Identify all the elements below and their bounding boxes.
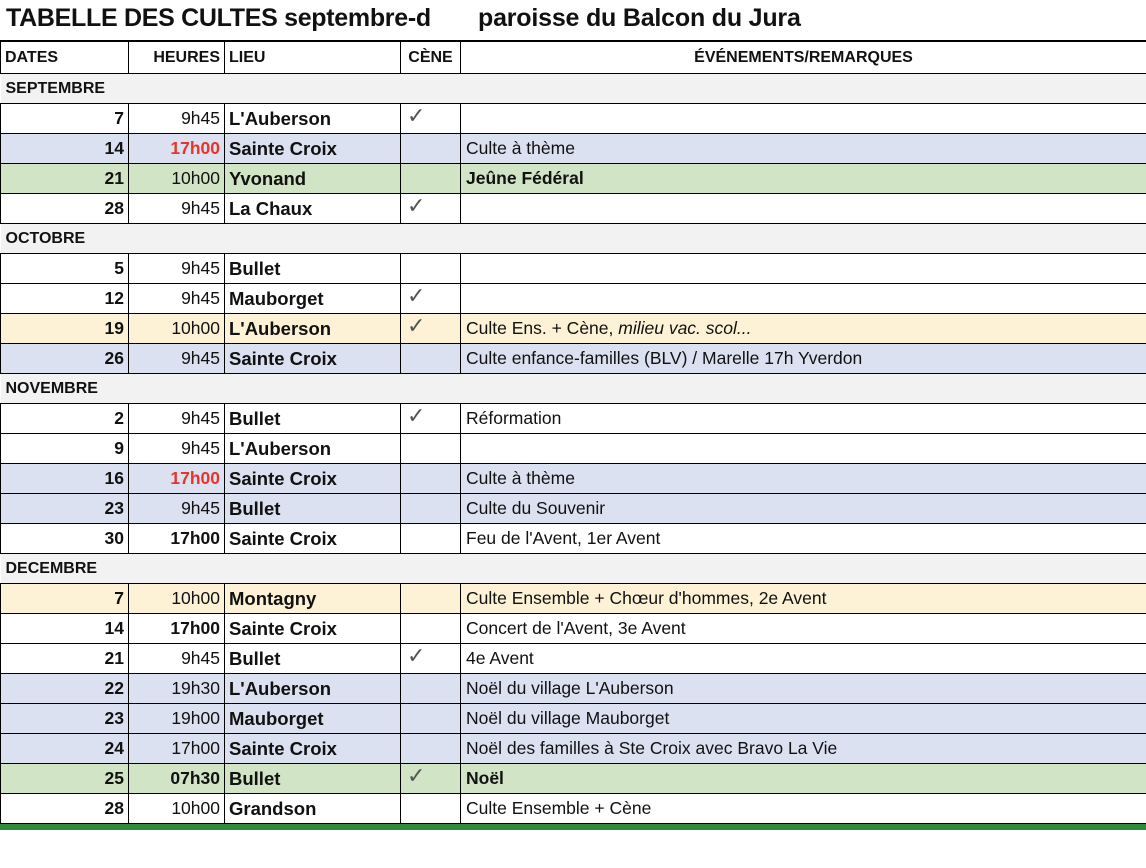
time-cell[interactable] — [129, 284, 225, 314]
header-heures[interactable]: HEURES — [129, 42, 225, 74]
month-row — [1, 224, 1146, 254]
event-cell[interactable] — [461, 314, 1146, 344]
cene-cell[interactable] — [401, 404, 461, 434]
date-cell[interactable]: 14 — [1, 614, 129, 644]
date-cell[interactable]: 5 — [1, 254, 129, 284]
checkmark-icon: ✓ — [407, 403, 426, 428]
time-cell[interactable] — [129, 704, 225, 734]
time-value: 17h00 — [171, 738, 220, 758]
table-row — [1, 404, 1146, 434]
table-row — [1, 464, 1146, 494]
date-cell[interactable]: 7 — [1, 584, 129, 614]
event-text: Concert de l'Avent, 3e Avent — [466, 618, 686, 638]
place-cell[interactable]: Bullet — [225, 494, 401, 524]
event-text: Réformation — [466, 408, 562, 428]
table-row — [1, 644, 1146, 674]
event-text: Culte enfance-familles (BLV) / Marelle 17h Yverdon — [466, 348, 863, 368]
event-cell[interactable] — [461, 194, 1146, 224]
time-cell[interactable] — [129, 644, 225, 674]
time-cell[interactable] — [129, 104, 225, 134]
place-cell[interactable]: Mauborget — [225, 704, 401, 734]
cene-cell[interactable] — [401, 254, 461, 284]
cene-cell[interactable] — [401, 104, 461, 134]
cene-cell[interactable] — [401, 344, 461, 374]
time-cell[interactable] — [129, 254, 225, 284]
date-cell[interactable]: 22 — [1, 674, 129, 704]
title-part-2: paroisse du Balcon du Jura — [478, 4, 801, 32]
month-row — [1, 554, 1146, 584]
date-cell[interactable]: 26 — [1, 344, 129, 374]
time-value: 9h45 — [181, 408, 220, 428]
place-cell[interactable]: Sainte Croix — [225, 464, 401, 494]
event-italic-text: milieu vac. scol... — [618, 318, 752, 338]
place-cell[interactable]: Bullet — [225, 404, 401, 434]
cene-cell[interactable] — [401, 164, 461, 194]
cene-cell[interactable] — [401, 134, 461, 164]
time-value: 9h45 — [181, 648, 220, 668]
date-cell[interactable]: 12 — [1, 284, 129, 314]
date-cell[interactable]: 23 — [1, 494, 129, 524]
event-text: Culte à thème — [466, 468, 575, 488]
time-value: 19h30 — [171, 678, 220, 698]
event-cell[interactable] — [461, 284, 1146, 314]
time-cell[interactable] — [129, 134, 225, 164]
time-cell[interactable] — [129, 794, 225, 824]
cene-cell[interactable] — [401, 584, 461, 614]
header-cene[interactable]: CÈNE — [401, 42, 461, 74]
cene-cell[interactable] — [401, 734, 461, 764]
time-value: 9h45 — [181, 198, 220, 218]
table-row — [1, 254, 1146, 284]
table-row — [1, 194, 1146, 224]
checkmark-icon: ✓ — [407, 283, 426, 308]
event-cell[interactable] — [461, 404, 1146, 434]
table-row — [1, 794, 1146, 824]
date-cell[interactable]: 2 — [1, 404, 129, 434]
time-value: 17h00 — [170, 618, 220, 638]
table-row — [1, 314, 1146, 344]
event-cell[interactable] — [461, 434, 1146, 464]
table-row — [1, 704, 1146, 734]
place-cell[interactable]: L'Auberson — [225, 104, 401, 134]
event-cell[interactable] — [461, 524, 1146, 554]
cene-cell[interactable] — [401, 674, 461, 704]
time-cell[interactable] — [129, 404, 225, 434]
time-value: 9h45 — [181, 288, 220, 308]
time-cell[interactable] — [129, 494, 225, 524]
time-cell[interactable] — [129, 614, 225, 644]
date-cell[interactable]: 16 — [1, 464, 129, 494]
date-cell[interactable]: 28 — [1, 194, 129, 224]
date-cell[interactable]: 30 — [1, 524, 129, 554]
table-row — [1, 104, 1146, 134]
event-text: Culte Ensemble + Chœur d'hommes, 2e Avent — [466, 588, 827, 608]
table-row — [1, 584, 1146, 614]
table-row — [1, 284, 1146, 314]
place-cell[interactable]: La Chaux — [225, 194, 401, 224]
time-value: 10h00 — [171, 168, 220, 188]
cene-cell[interactable] — [401, 524, 461, 554]
time-cell[interactable] — [129, 584, 225, 614]
event-text: Noël du village Mauborget — [466, 708, 670, 728]
table-row — [1, 434, 1146, 464]
event-cell[interactable] — [461, 254, 1146, 284]
event-cell[interactable] — [461, 704, 1146, 734]
checkmark-icon: ✓ — [407, 103, 426, 128]
header-row — [1, 42, 1146, 74]
event-text: Feu de l'Avent, 1er Avent — [466, 528, 661, 548]
time-value: 17h00 — [170, 528, 220, 548]
event-text: Noël du village L'Auberson — [466, 678, 674, 698]
time-value: 9h45 — [181, 348, 220, 368]
date-cell[interactable]: 24 — [1, 734, 129, 764]
place-cell[interactable]: Mauborget — [225, 284, 401, 314]
event-text: Jeûne Fédéral — [466, 168, 584, 188]
month-label[interactable]: NOVEMBRE — [1, 374, 1146, 404]
date-cell[interactable]: 21 — [1, 644, 129, 674]
place-cell[interactable]: Bullet — [225, 764, 401, 794]
date-cell[interactable]: 21 — [1, 164, 129, 194]
place-cell[interactable]: Sainte Croix — [225, 524, 401, 554]
event-cell[interactable] — [461, 494, 1146, 524]
month-label[interactable]: DECEMBRE — [1, 554, 1146, 584]
time-value: 10h00 — [171, 588, 220, 608]
table-row — [1, 164, 1146, 194]
cene-cell[interactable] — [401, 314, 461, 344]
cene-cell[interactable] — [401, 284, 461, 314]
time-cell[interactable] — [129, 464, 225, 494]
place-cell[interactable]: Grandson — [225, 794, 401, 824]
month-row — [1, 374, 1146, 404]
month-label[interactable]: SEPTEMBRE — [1, 74, 1146, 104]
time-value: 07h30 — [170, 768, 220, 788]
checkmark-icon: ✓ — [407, 193, 426, 218]
time-cell[interactable] — [129, 764, 225, 794]
time-value: 17h00 — [170, 468, 220, 488]
place-cell[interactable]: Bullet — [225, 644, 401, 674]
date-cell[interactable]: 25 — [1, 764, 129, 794]
cene-cell[interactable] — [401, 794, 461, 824]
event-cell[interactable] — [461, 794, 1146, 824]
date-cell[interactable]: 28 — [1, 794, 129, 824]
time-value: 9h45 — [181, 108, 220, 128]
cene-cell[interactable] — [401, 704, 461, 734]
time-cell[interactable] — [129, 344, 225, 374]
time-cell[interactable] — [129, 734, 225, 764]
cene-cell[interactable] — [401, 764, 461, 794]
event-text: Culte Ens. + Cène, — [466, 318, 619, 338]
month-label[interactable]: OCTOBRE — [1, 224, 1146, 254]
place-cell[interactable]: Sainte Croix — [225, 734, 401, 764]
cene-cell[interactable] — [401, 434, 461, 464]
sheet-title — [0, 0, 1146, 41]
place-cell[interactable]: Bullet — [225, 254, 401, 284]
time-value: 19h00 — [171, 708, 220, 728]
table-row — [1, 734, 1146, 764]
place-cell[interactable]: Montagny — [225, 584, 401, 614]
time-value: 9h45 — [181, 258, 220, 278]
time-value: 17h00 — [170, 138, 220, 158]
table-body — [1, 74, 1146, 824]
header-events[interactable]: ÉVÉNEMENTS/REMARQUES — [461, 42, 1146, 74]
time-value: 9h45 — [181, 438, 220, 458]
cene-cell[interactable] — [401, 464, 461, 494]
event-text: Culte du Souvenir — [466, 498, 606, 518]
place-cell[interactable]: L'Auberson — [225, 434, 401, 464]
time-value: 9h45 — [181, 498, 220, 518]
checkmark-icon: ✓ — [407, 643, 426, 668]
table-row — [1, 674, 1146, 704]
event-cell[interactable] — [461, 644, 1146, 674]
event-text: Culte Ensemble + Cène — [466, 798, 652, 818]
event-cell[interactable] — [461, 584, 1146, 614]
table-row — [1, 764, 1146, 794]
time-cell[interactable] — [129, 194, 225, 224]
event-text: 4e Avent — [466, 648, 534, 668]
event-cell[interactable] — [461, 734, 1146, 764]
place-cell[interactable]: Sainte Croix — [225, 614, 401, 644]
table-row — [1, 614, 1146, 644]
time-value: 10h00 — [171, 318, 220, 338]
checkmark-icon: ✓ — [407, 763, 426, 788]
event-cell[interactable] — [461, 464, 1146, 494]
time-value: 10h00 — [171, 798, 220, 818]
table-row — [1, 524, 1146, 554]
event-text: Noël — [466, 768, 504, 788]
table-row — [1, 494, 1146, 524]
event-text: Noël des familles à Ste Croix avec Bravo La Vie — [466, 738, 838, 758]
cene-cell[interactable] — [401, 494, 461, 524]
time-cell[interactable] — [129, 524, 225, 554]
table-row — [1, 134, 1146, 164]
event-cell[interactable] — [461, 764, 1146, 794]
cene-cell[interactable] — [401, 194, 461, 224]
time-cell[interactable] — [129, 674, 225, 704]
header-lieu[interactable]: LIEU — [225, 42, 401, 74]
place-cell[interactable]: L'Auberson — [225, 314, 401, 344]
time-cell[interactable] — [129, 434, 225, 464]
place-cell[interactable]: L'Auberson — [225, 674, 401, 704]
table-row — [1, 344, 1146, 374]
event-cell[interactable] — [461, 614, 1146, 644]
time-cell[interactable] — [129, 164, 225, 194]
date-cell[interactable]: 19 — [1, 314, 129, 344]
event-cell[interactable] — [461, 104, 1146, 134]
event-cell[interactable] — [461, 134, 1146, 164]
date-cell[interactable]: 14 — [1, 134, 129, 164]
title-part-1: TABELLE DES CULTES septembre-d — [6, 4, 431, 32]
place-cell[interactable]: Sainte Croix — [225, 344, 401, 374]
cene-cell[interactable] — [401, 644, 461, 674]
event-cell[interactable] — [461, 164, 1146, 194]
header-dates[interactable]: DATES — [1, 42, 129, 74]
place-cell[interactable]: Sainte Croix — [225, 134, 401, 164]
checkmark-icon: ✓ — [407, 313, 426, 338]
sheet-tab-bar — [0, 824, 1146, 830]
event-cell[interactable] — [461, 674, 1146, 704]
place-cell[interactable]: Yvonand — [225, 164, 401, 194]
month-row — [1, 74, 1146, 104]
event-cell[interactable] — [461, 344, 1146, 374]
date-cell[interactable]: 9 — [1, 434, 129, 464]
event-text: Culte à thème — [466, 138, 575, 158]
time-cell[interactable] — [129, 314, 225, 344]
cene-cell[interactable] — [401, 614, 461, 644]
date-cell[interactable]: 23 — [1, 704, 129, 734]
date-cell[interactable]: 7 — [1, 104, 129, 134]
worship-schedule-table — [0, 41, 1146, 824]
